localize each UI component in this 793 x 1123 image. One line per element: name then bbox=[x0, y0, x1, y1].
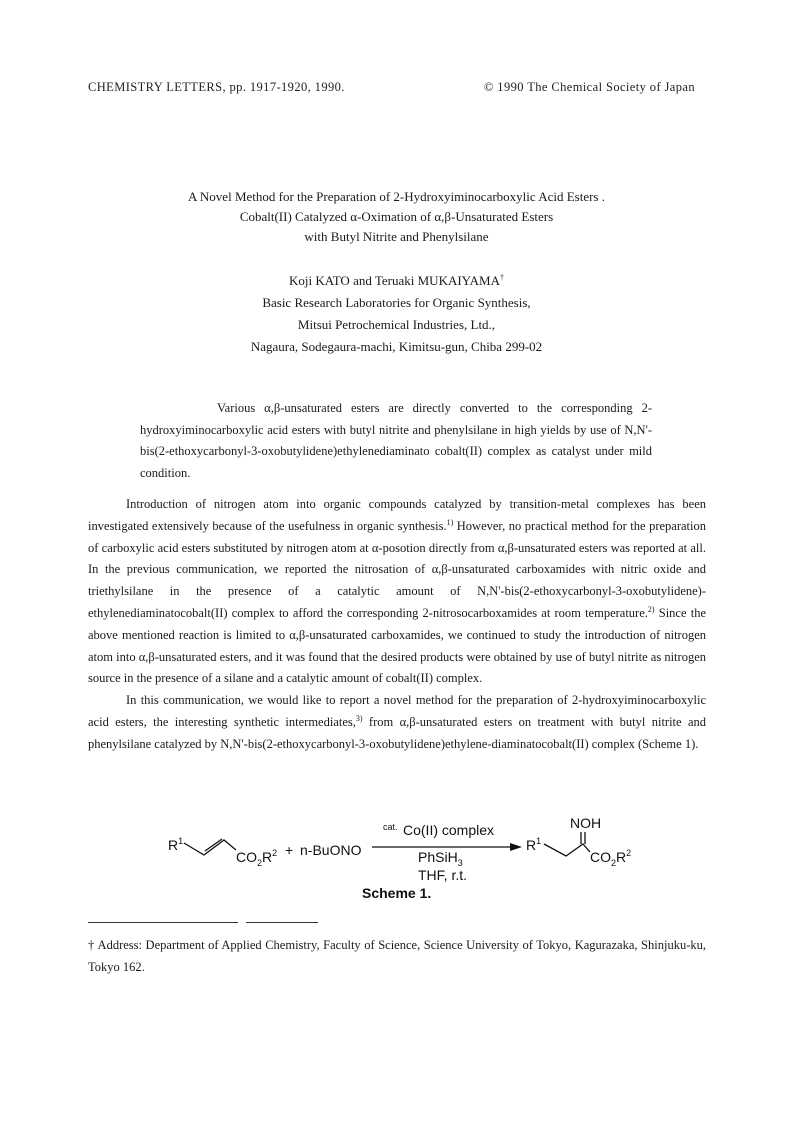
body-text bbox=[88, 494, 706, 756]
footnote-rule-short bbox=[246, 922, 318, 923]
journal-citation: CHEMISTRY LETTERS, pp. 1917-1920, 1990. bbox=[88, 80, 345, 94]
paragraph-2-part-b: from α,β-unsaturated esters on treatment with butyl nitrite and phenylsilane catalyzed by N,N'-bis(2-ethoxycarbonyl-3-oxobutylidene)ethylene-diaminatocobalt(II) complex (Scheme 1). bbox=[88, 714, 706, 751]
product-r1-label: $R^1$ bbox=[526, 836, 542, 853]
reactant-ester-label: $CO_2R^2$ bbox=[236, 848, 278, 868]
footnote-rule bbox=[88, 922, 238, 923]
scheme-caption: Scheme 1. bbox=[362, 885, 432, 901]
abstract-text: Various α,β-unsaturated esters are directly converted to the corresponding 2-hydroxyiminocarboxylic acid esters with butyl nitrite and phenylsilane in high yields by use of N,N'-bis(2-ethoxycarbonyl-3-oxobutylidene)ethylenediaminato cobalt(II) complex as catalyst under mild condition. bbox=[140, 401, 652, 480]
title-line-3: with Butyl Nitrite and Phenylsilane bbox=[304, 229, 489, 244]
paragraph-1-part-c: Since the above mentioned reaction is limited to α,β-unsaturated carboxamides, we continued to study the introduction of nitrogen atom into α,β-unsaturated esters, and it was found that the desired products were obtained by use of butyl nitrite as nitrogen source in the presence of a silane and a catalytic amount of cobalt(II) complex. bbox=[88, 605, 706, 686]
copyright-notice: © 1990 The Chemical Society of Japan bbox=[483, 80, 695, 94]
paragraph-1-part-b: However, no practical method for the preparation of carboxylic acid esters substituted by nitrogen atom at α-posotion directly from α,β-unsaturated esters was reported at all. In the previous communication, we reported the nitrosation of α,β-unsaturated carboxamides with nitric oxide and triethylsilane in the presence of a catalytic amount of N,N'-bis(2-ethoxycarbonyl-3-oxobutylidene)-ethylenediaminatocobalt(II) complex to afford the corresponding 2-nitrosocarboxamides at room temperature. bbox=[88, 518, 706, 620]
reference-3: 3) bbox=[355, 713, 363, 723]
article-title bbox=[0, 187, 793, 247]
affiliation-line-1: Basic Research Laboratories for Organic Synthesis, bbox=[262, 295, 531, 310]
reference-1: 1) bbox=[446, 517, 454, 527]
product-skeleton bbox=[544, 844, 590, 856]
reactant-r1-label: $R^1$ bbox=[168, 836, 184, 853]
conditions-label: THF, r.t. bbox=[418, 867, 467, 883]
plus-sign: + bbox=[285, 842, 294, 858]
affiliation-line-2: Mitsui Petrochemical Industries, Ltd., bbox=[297, 317, 496, 332]
paragraph-2-part-a: In this communication, we would like to report a novel method for the preparation of 2-hydroxyiminocarboxylic acid esters, the interesting synthetic intermediates, bbox=[88, 693, 706, 729]
cat-label: cat. bbox=[383, 822, 398, 832]
paragraph-1 bbox=[88, 494, 706, 690]
title-line-1: A Novel Method for the Preparation of 2-Hydroxyiminocarboxylic Acid Esters . bbox=[188, 189, 605, 204]
reagent-butyl-nitrite: n-BuONO bbox=[300, 842, 362, 858]
double-bond-line bbox=[205, 839, 222, 851]
affiliation-line-3: Nagaura, Sodegaura-machi, Kimitsu-gun, Chiba 299-02 bbox=[250, 339, 543, 354]
reaction-scheme bbox=[0, 810, 793, 910]
author-names: Koji KATO and Teruaki MUKAIYAMA bbox=[289, 273, 500, 288]
title-line-2: Cobalt(II) Catalyzed α-Oximation of α,β-Unsaturated Esters bbox=[239, 209, 554, 224]
author-block bbox=[0, 270, 793, 358]
catalyst-label: Co(II) complex bbox=[403, 822, 495, 838]
paragraph-2 bbox=[88, 690, 706, 755]
arrow-head bbox=[510, 843, 522, 851]
paragraph-1-part-a: Introduction of nitrogen atom into organic compounds catalyzed by transition-metal complexes has been investigated extensively because of the usefulness in organic synthesis. bbox=[88, 497, 706, 533]
product-ester-label: $CO_2R^2$ bbox=[590, 848, 632, 868]
abstract bbox=[140, 398, 652, 484]
silane-label: PhSiH$_3$ bbox=[418, 849, 463, 868]
reference-2: 2) bbox=[647, 604, 655, 614]
footnote: † Address: Department of Applied Chemistry, Faculty of Science, Science University of Tokyo, Kagurazaka, Shinjuku-ku, Tokyo 162. bbox=[88, 938, 706, 974]
dagger-mark: † bbox=[499, 273, 504, 282]
product-noh-label: NOH bbox=[570, 815, 602, 831]
